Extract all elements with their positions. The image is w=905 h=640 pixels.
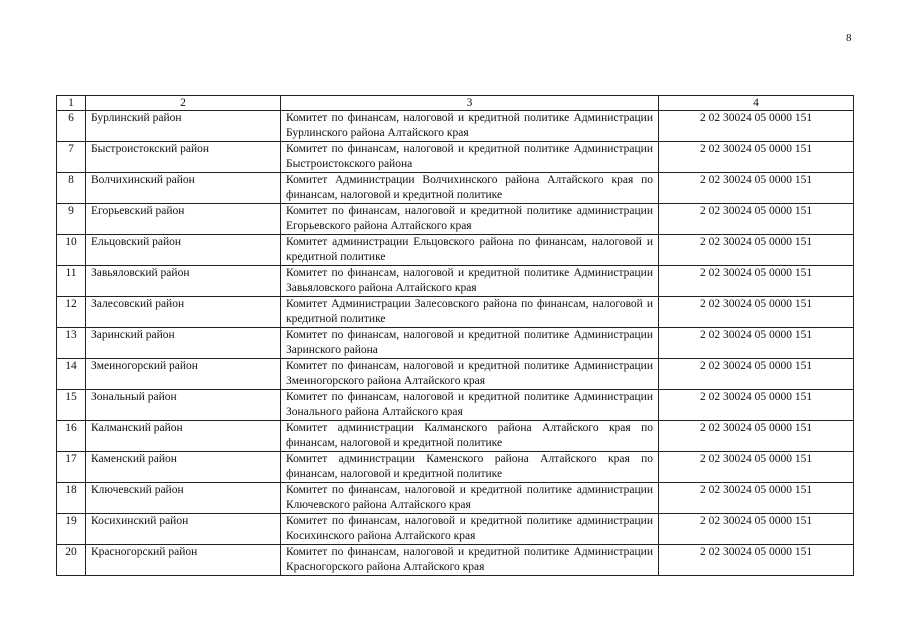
table-row (57, 297, 854, 328)
row-number: 15 (57, 390, 86, 421)
row-number: 7 (57, 142, 86, 173)
row-number: 20 (57, 545, 86, 576)
district-name: Бурлинский район (86, 111, 281, 142)
column-header-2: 2 (86, 96, 281, 111)
table-row (57, 235, 854, 266)
district-name: Каменский район (86, 452, 281, 483)
budget-code: 2 02 30024 05 0000 151 (659, 142, 854, 173)
row-number: 9 (57, 204, 86, 235)
page-number: 8 (846, 32, 852, 44)
budget-code: 2 02 30024 05 0000 151 (659, 514, 854, 545)
budget-code: 2 02 30024 05 0000 151 (659, 545, 854, 576)
district-name: Залесовский район (86, 297, 281, 328)
column-header-1: 1 (57, 96, 86, 111)
budget-code: 2 02 30024 05 0000 151 (659, 235, 854, 266)
organization-name: Комитет по финансам, налоговой и кредитной политике Администрации Завьяловского района Алтайского края (281, 266, 659, 297)
district-name: Ключевский район (86, 483, 281, 514)
table-row (57, 390, 854, 421)
district-name: Косихинский район (86, 514, 281, 545)
budget-code: 2 02 30024 05 0000 151 (659, 452, 854, 483)
table-header-row (57, 96, 854, 111)
table-row (57, 111, 854, 142)
table-row (57, 173, 854, 204)
row-number: 18 (57, 483, 86, 514)
districts-table (56, 95, 854, 576)
budget-code: 2 02 30024 05 0000 151 (659, 421, 854, 452)
row-number: 19 (57, 514, 86, 545)
district-name: Заринский район (86, 328, 281, 359)
organization-name: Комитет по финансам, налоговой и кредитной политике администрации Егорьевского района Алтайского края (281, 204, 659, 235)
budget-code: 2 02 30024 05 0000 151 (659, 390, 854, 421)
table-row (57, 514, 854, 545)
organization-name: Комитет по финансам, налоговой и кредитной политике администрации Ключевского района Алтайского края (281, 483, 659, 514)
district-name: Егорьевский район (86, 204, 281, 235)
district-name: Быстроистокский район (86, 142, 281, 173)
district-name: Красногорский район (86, 545, 281, 576)
row-number: 17 (57, 452, 86, 483)
budget-code: 2 02 30024 05 0000 151 (659, 204, 854, 235)
district-name: Змеиногорский район (86, 359, 281, 390)
district-name: Калманский район (86, 421, 281, 452)
district-name: Волчихинский район (86, 173, 281, 204)
row-number: 14 (57, 359, 86, 390)
table-row (57, 545, 854, 576)
row-number: 6 (57, 111, 86, 142)
row-number: 10 (57, 235, 86, 266)
row-number: 11 (57, 266, 86, 297)
budget-code: 2 02 30024 05 0000 151 (659, 483, 854, 514)
budget-code: 2 02 30024 05 0000 151 (659, 111, 854, 142)
table-row (57, 452, 854, 483)
table-body (57, 111, 854, 576)
district-name: Ельцовский район (86, 235, 281, 266)
organization-name: Комитет Администрации Волчихинского района Алтайского края по финансам, налоговой и кредитной политике (281, 173, 659, 204)
table-row (57, 328, 854, 359)
organization-name: Комитет по финансам, налоговой и кредитной политике Администрации Быстроистокского района (281, 142, 659, 173)
budget-code: 2 02 30024 05 0000 151 (659, 173, 854, 204)
organization-name: Комитет по финансам, налоговой и кредитной политике Администрации Зонального района Алтайского края (281, 390, 659, 421)
table-row (57, 359, 854, 390)
organization-name: Комитет по финансам, налоговой и кредитной политике Администрации Заринского района (281, 328, 659, 359)
table-row (57, 266, 854, 297)
district-name: Завьяловский район (86, 266, 281, 297)
organization-name: Комитет по финансам, налоговой и кредитной политике Администрации Бурлинского района Алтайского края (281, 111, 659, 142)
budget-code: 2 02 30024 05 0000 151 (659, 359, 854, 390)
organization-name: Комитет по финансам, налоговой и кредитной политике Администрации Красногорского района Алтайского края (281, 545, 659, 576)
budget-code: 2 02 30024 05 0000 151 (659, 266, 854, 297)
organization-name: Комитет по финансам, налоговой и кредитной политике администрации Косихинского района Алтайского края (281, 514, 659, 545)
row-number: 13 (57, 328, 86, 359)
column-header-4: 4 (659, 96, 854, 111)
district-name: Зональный район (86, 390, 281, 421)
table-row (57, 142, 854, 173)
budget-code: 2 02 30024 05 0000 151 (659, 297, 854, 328)
organization-name: Комитет по финансам, налоговой и кредитной политике Администрации Змеиногорского района Алтайского края (281, 359, 659, 390)
table-row (57, 421, 854, 452)
organization-name: Комитет администрации Ельцовского района по финансам, налоговой и кредитной политике (281, 235, 659, 266)
row-number: 12 (57, 297, 86, 328)
table-row (57, 483, 854, 514)
budget-code: 2 02 30024 05 0000 151 (659, 328, 854, 359)
row-number: 16 (57, 421, 86, 452)
organization-name: Комитет администрации Калманского района Алтайского края по финансам, налоговой и кредитной политике (281, 421, 659, 452)
organization-name: Комитет администрации Каменского района Алтайского края по финансам, налоговой и кредитной политике (281, 452, 659, 483)
organization-name: Комитет Администрации Залесовского района по финансам, налоговой и кредитной политике (281, 297, 659, 328)
row-number: 8 (57, 173, 86, 204)
column-header-3: 3 (281, 96, 659, 111)
table-row (57, 204, 854, 235)
